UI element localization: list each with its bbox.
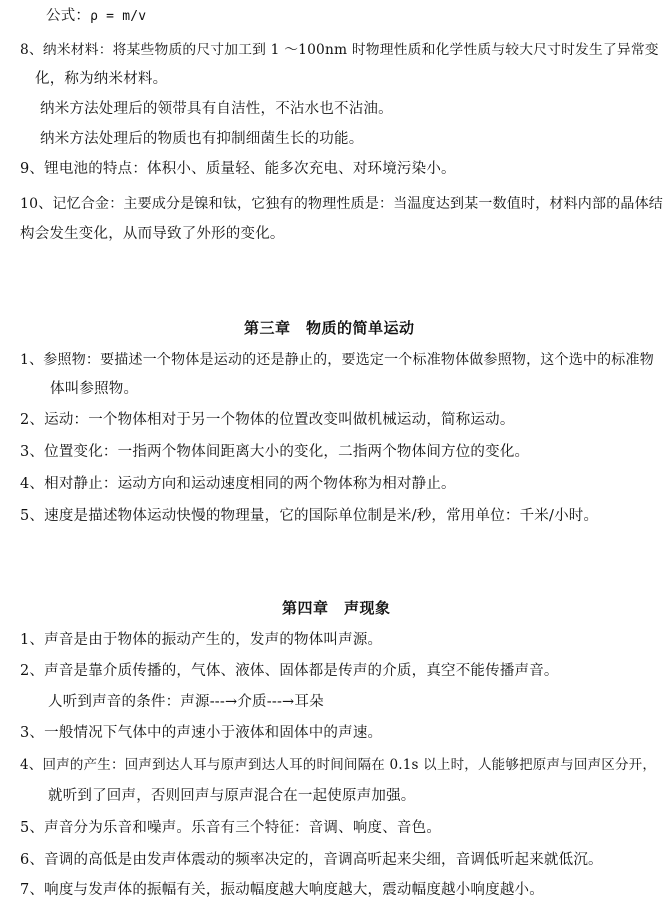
ch3-item-4: 4、相对静止：运动方向和运动速度相同的两个物体称为相对静止。	[20, 476, 456, 492]
nano-tie-note: 纳米方法处理后的领带具有自洁性，不沾水也不沾油。	[40, 101, 393, 117]
nano-bacteria-note: 纳米方法处理后的物质也有抑制细菌生长的功能。	[40, 131, 364, 147]
ch4-item-4-line2: 就听到了回声，否则回声与原声混合在一起使原声加强。	[48, 788, 416, 804]
ch4-item-2: 2、声音是靠介质传播的，气体、液体、固体都是传声的介质，真空不能传播声音。	[20, 663, 559, 679]
ch4-item-4-line1: 4、回声的产生：回声到达人耳与原声到达人耳的时间间隔在 0.1s 以上时，人能够把原声与回声区分开，	[20, 757, 657, 773]
chapter-4-title: 第四章 声现象	[282, 599, 391, 617]
ch3-item-3: 3、位置变化：一指两个物体间距离大小的变化，二指两个物体间方位的变化。	[20, 444, 530, 460]
formula-label: 公式：	[46, 8, 91, 24]
ch3-item-1-line1: 1、参照物：要描述一个物体是运动的还是静止的，要选定一个标准物体做参照物，这个选中的标准物	[20, 352, 654, 368]
item-8-line2: 化，称为纳米材料。	[35, 71, 168, 87]
item-9-line1: 9、锂电池的特点：体积小、质量轻、能多次充电、对环境污染小。	[20, 161, 456, 177]
ch4-item-3: 3、一般情况下气体中的声速小于液体和固体中的声速。	[20, 725, 383, 741]
ch4-item-5: 5、声音分为乐音和噪声。乐音有三个特征：音调、响度、音色。	[20, 820, 442, 836]
ch4-item-1: 1、声音是由于物体的振动产生的，发声的物体叫声源。	[20, 632, 383, 648]
formula-line	[46, 6, 146, 27]
ch3-item-1-line2: 体叫参照物。	[50, 381, 139, 397]
chapter-3-title: 第三章 物质的简单运动	[244, 319, 415, 337]
item-10-line2: 构会发生变化，从而导致了外形的变化。	[20, 226, 285, 242]
item-10-line1: 10、记忆合金：主要成分是镍和钛，它独有的物理性质是：当温度达到某一数值时，材料内部的晶体结	[20, 196, 664, 212]
ch4-item-6: 6、音调的高低是由发声体震动的频率决定的，音调高听起来尖细，音调低听起来就低沉。	[20, 852, 603, 868]
item-8-line1: 8、纳米材料：将某些物质的尺寸加工到 1 ～100nm 时物理性质和化学性质与较大尺寸时发生了异常变	[20, 42, 659, 58]
formula-text: ρ = m/v	[90, 9, 147, 24]
ch3-item-5: 5、速度是描述物体运动快慢的物理量，它的国际单位制是米/秒，常用单位：千米/小时。	[20, 508, 599, 524]
ch4-item-7: 7、响度与发声体的振幅有关，振动幅度越大响度越大，震动幅度越小响度越小。	[20, 882, 544, 898]
hearing-conditions: 人听到声音的条件：声源---→介质---→耳朵	[48, 694, 324, 710]
ch3-item-2: 2、运动：一个物体相对于另一个物体的位置改变叫做机械运动，简称运动。	[20, 412, 515, 428]
